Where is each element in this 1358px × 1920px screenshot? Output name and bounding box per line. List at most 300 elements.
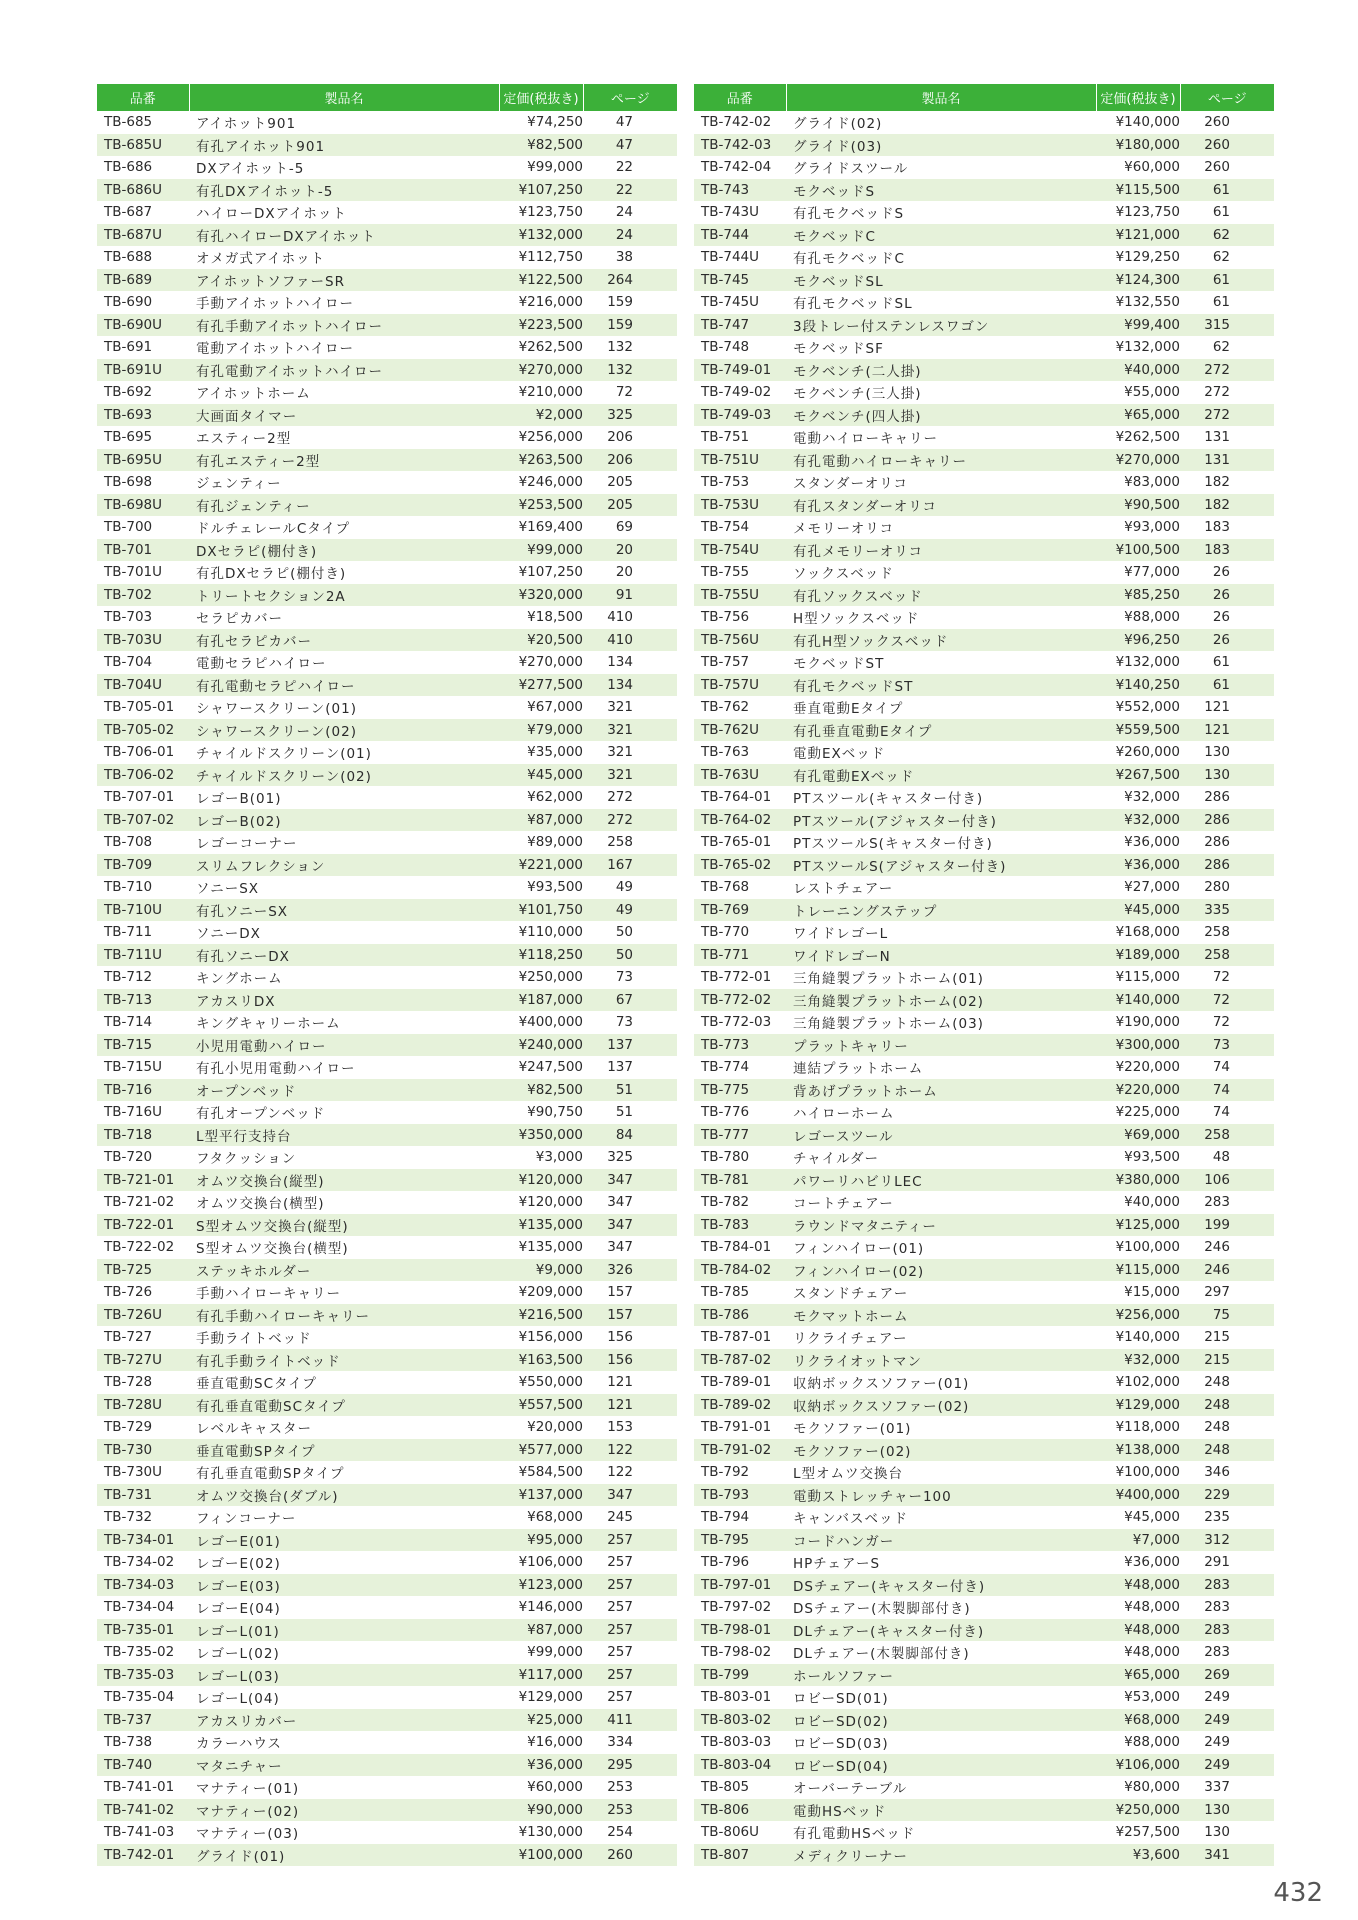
catalog-page: 20 xyxy=(583,561,677,584)
table-row xyxy=(694,1439,1274,1462)
product-price: ¥35,000 xyxy=(499,741,583,764)
catalog-page: 50 xyxy=(583,921,677,944)
table-row xyxy=(97,944,677,967)
product-name: モクソファー(01) xyxy=(786,1416,1096,1439)
product-price: ¥550,000 xyxy=(499,1371,583,1394)
product-price: ¥124,300 xyxy=(1096,269,1180,292)
catalog-page: 84 xyxy=(583,1124,677,1147)
product-code: TB-726U xyxy=(97,1304,189,1327)
product-code: TB-780 xyxy=(694,1146,786,1169)
product-price: ¥48,000 xyxy=(1096,1641,1180,1664)
table-row xyxy=(694,1754,1274,1777)
product-name: ロビーSD(02) xyxy=(786,1709,1096,1732)
table-row xyxy=(97,584,677,607)
product-name: シャワースクリーン(01) xyxy=(189,696,499,719)
table-row xyxy=(694,291,1274,314)
catalog-page: 26 xyxy=(1180,561,1274,584)
product-price: ¥132,000 xyxy=(1096,651,1180,674)
product-code: TB-792 xyxy=(694,1461,786,1484)
product-name: チャイルドスクリーン(02) xyxy=(189,764,499,787)
table-row xyxy=(694,1011,1274,1034)
product-price: ¥20,500 xyxy=(499,629,583,652)
product-code: TB-745U xyxy=(694,291,786,314)
product-code: TB-704U xyxy=(97,674,189,697)
catalog-page: 249 xyxy=(1180,1731,1274,1754)
product-code: TB-728 xyxy=(97,1371,189,1394)
product-name: フィンコーナー xyxy=(189,1506,499,1529)
catalog-page: 121 xyxy=(1180,719,1274,742)
product-name: エスティー2型 xyxy=(189,426,499,449)
table-row xyxy=(97,1326,677,1349)
catalog-page: 26 xyxy=(1180,606,1274,629)
table-row xyxy=(97,381,677,404)
table-row xyxy=(97,471,677,494)
product-name: マナティー(02) xyxy=(189,1799,499,1822)
product-price: ¥25,000 xyxy=(499,1709,583,1732)
product-code: TB-695 xyxy=(97,426,189,449)
catalog-page: 159 xyxy=(583,291,677,314)
product-name: チャイルドスクリーン(01) xyxy=(189,741,499,764)
product-code: TB-798-01 xyxy=(694,1619,786,1642)
catalog-page: 335 xyxy=(1180,899,1274,922)
product-name: PTスツールS(キャスター付き) xyxy=(786,831,1096,854)
catalog-page: 22 xyxy=(583,156,677,179)
product-name: チャイルダー xyxy=(786,1146,1096,1169)
table-row xyxy=(694,651,1274,674)
product-price: ¥277,500 xyxy=(499,674,583,697)
table-row xyxy=(694,1709,1274,1732)
product-price: ¥132,000 xyxy=(1096,336,1180,359)
product-price: ¥559,500 xyxy=(1096,719,1180,742)
product-price: ¥138,000 xyxy=(1096,1439,1180,1462)
product-name: アイホットホーム xyxy=(189,381,499,404)
catalog-page: 257 xyxy=(583,1574,677,1597)
product-code: TB-689 xyxy=(97,269,189,292)
product-price: ¥68,000 xyxy=(499,1506,583,1529)
product-name: 有孔小児用電動ハイロー xyxy=(189,1056,499,1079)
product-code: TB-795 xyxy=(694,1529,786,1552)
product-name: DXセラピ(棚付き) xyxy=(189,539,499,562)
product-price: ¥55,000 xyxy=(1096,381,1180,404)
product-price: ¥132,550 xyxy=(1096,291,1180,314)
product-price: ¥129,000 xyxy=(499,1686,583,1709)
catalog-page: 258 xyxy=(1180,944,1274,967)
product-price: ¥117,000 xyxy=(499,1664,583,1687)
product-name: フィンハイロー(01) xyxy=(786,1236,1096,1259)
catalog-page: 72 xyxy=(1180,1011,1274,1034)
catalog-page: 205 xyxy=(583,494,677,517)
product-price: ¥40,000 xyxy=(1096,1191,1180,1214)
table-row xyxy=(97,1304,677,1327)
table-row xyxy=(694,1484,1274,1507)
product-code: TB-770 xyxy=(694,921,786,944)
table-row xyxy=(694,1686,1274,1709)
catalog-page: 73 xyxy=(583,1011,677,1034)
product-code: TB-763 xyxy=(694,741,786,764)
product-price: ¥40,000 xyxy=(1096,359,1180,382)
product-name: 三角縫製プラットホーム(02) xyxy=(786,989,1096,1012)
catalog-page: 132 xyxy=(583,359,677,382)
product-name: 有孔モクベッドS xyxy=(786,201,1096,224)
product-name: レゴーE(04) xyxy=(189,1596,499,1619)
product-name: ロビーSD(03) xyxy=(786,1731,1096,1754)
table-row xyxy=(694,764,1274,787)
product-price: ¥20,000 xyxy=(499,1416,583,1439)
product-price: ¥18,500 xyxy=(499,606,583,629)
product-code: TB-711U xyxy=(97,944,189,967)
product-name: グライドスツール xyxy=(786,156,1096,179)
table-row xyxy=(694,561,1274,584)
product-price: ¥9,000 xyxy=(499,1259,583,1282)
table-row xyxy=(97,156,677,179)
catalog-page: 272 xyxy=(1180,381,1274,404)
product-code: TB-706-01 xyxy=(97,741,189,764)
catalog-page: 258 xyxy=(1180,1124,1274,1147)
product-name: 有孔ジェンティー xyxy=(189,494,499,517)
product-code: TB-757U xyxy=(694,674,786,697)
product-code: TB-764-01 xyxy=(694,786,786,809)
product-price: ¥140,000 xyxy=(1096,989,1180,1012)
product-code: TB-743 xyxy=(694,179,786,202)
product-name: レゴーB(02) xyxy=(189,809,499,832)
catalog-page: 47 xyxy=(583,111,677,134)
product-price: ¥100,000 xyxy=(1096,1236,1180,1259)
product-code: TB-705-02 xyxy=(97,719,189,742)
catalog-page: 206 xyxy=(583,449,677,472)
table-row xyxy=(694,179,1274,202)
product-price: ¥256,000 xyxy=(499,426,583,449)
product-price: ¥320,000 xyxy=(499,584,583,607)
table-row xyxy=(97,1371,677,1394)
product-code: TB-734-01 xyxy=(97,1529,189,1552)
table-row xyxy=(97,1349,677,1372)
product-price: ¥146,000 xyxy=(499,1596,583,1619)
header-page: ページ xyxy=(1180,84,1274,111)
product-price: ¥132,000 xyxy=(499,224,583,247)
table-row xyxy=(97,1236,677,1259)
catalog-page: 49 xyxy=(583,899,677,922)
product-price: ¥80,000 xyxy=(1096,1776,1180,1799)
product-code: TB-753 xyxy=(694,471,786,494)
table-row xyxy=(97,696,677,719)
table-row xyxy=(97,1506,677,1529)
product-code: TB-710U xyxy=(97,899,189,922)
product-name: スリムフレクション xyxy=(189,854,499,877)
table-row xyxy=(694,989,1274,1012)
table-row xyxy=(694,831,1274,854)
product-name: DLチェアー(木製脚部付き) xyxy=(786,1641,1096,1664)
catalog-page: 130 xyxy=(1180,764,1274,787)
table-row xyxy=(97,1281,677,1304)
product-code: TB-714 xyxy=(97,1011,189,1034)
catalog-page: 122 xyxy=(583,1439,677,1462)
product-code: TB-749-03 xyxy=(694,404,786,427)
table-row xyxy=(97,989,677,1012)
product-price: ¥101,750 xyxy=(499,899,583,922)
product-name: L型平行支持台 xyxy=(189,1124,499,1147)
table-row xyxy=(694,1124,1274,1147)
product-code: TB-690U xyxy=(97,314,189,337)
product-name: 有孔電動EXベッド xyxy=(786,764,1096,787)
product-code: TB-765-01 xyxy=(694,831,786,854)
table-row xyxy=(97,1686,677,1709)
catalog-page: 167 xyxy=(583,854,677,877)
catalog-page: 337 xyxy=(1180,1776,1274,1799)
catalog-page: 74 xyxy=(1180,1056,1274,1079)
table-row xyxy=(694,156,1274,179)
product-code: TB-707-02 xyxy=(97,809,189,832)
table-row xyxy=(694,966,1274,989)
catalog-page: 253 xyxy=(583,1776,677,1799)
product-price: ¥190,000 xyxy=(1096,1011,1180,1034)
product-name: グライド(01) xyxy=(189,1844,499,1867)
product-price: ¥350,000 xyxy=(499,1124,583,1147)
product-code: TB-748 xyxy=(694,336,786,359)
product-code: TB-772-02 xyxy=(694,989,786,1012)
table-row xyxy=(97,404,677,427)
catalog-page: 260 xyxy=(1180,111,1274,134)
table-row xyxy=(694,1214,1274,1237)
product-name: モクベッドSF xyxy=(786,336,1096,359)
product-price: ¥270,000 xyxy=(1096,449,1180,472)
table-row xyxy=(694,1236,1274,1259)
table-row xyxy=(97,1214,677,1237)
product-code: TB-797-01 xyxy=(694,1574,786,1597)
product-code: TB-711 xyxy=(97,921,189,944)
product-price: ¥82,500 xyxy=(499,134,583,157)
catalog-page: 130 xyxy=(1180,741,1274,764)
catalog-page: 280 xyxy=(1180,876,1274,899)
product-code: TB-807 xyxy=(694,1844,786,1867)
product-code: TB-703U xyxy=(97,629,189,652)
catalog-page: 347 xyxy=(583,1191,677,1214)
catalog-page: 257 xyxy=(583,1596,677,1619)
product-name: ホールソファー xyxy=(786,1664,1096,1687)
product-name: リクライチェアー xyxy=(786,1326,1096,1349)
product-name: DXアイホット-5 xyxy=(189,156,499,179)
table-row xyxy=(97,1709,677,1732)
table-row xyxy=(97,1484,677,1507)
table-row xyxy=(694,1619,1274,1642)
product-name: リクライオットマン xyxy=(786,1349,1096,1372)
catalog-page: 26 xyxy=(1180,584,1274,607)
catalog-page: 182 xyxy=(1180,494,1274,517)
product-price: ¥3,000 xyxy=(499,1146,583,1169)
product-price: ¥100,000 xyxy=(499,1844,583,1867)
product-code: TB-806 xyxy=(694,1799,786,1822)
product-price: ¥36,000 xyxy=(1096,854,1180,877)
product-name: マタニチャー xyxy=(189,1754,499,1777)
product-name: 収納ボックスソファー(01) xyxy=(786,1371,1096,1394)
product-name: 電動ハイローキャリー xyxy=(786,426,1096,449)
product-code: TB-755U xyxy=(694,584,786,607)
product-name: ソニーDX xyxy=(189,921,499,944)
table-row xyxy=(694,876,1274,899)
product-code: TB-762 xyxy=(694,696,786,719)
product-code: TB-741-01 xyxy=(97,1776,189,1799)
table-row xyxy=(97,314,677,337)
product-code: TB-744 xyxy=(694,224,786,247)
product-name: シャワースクリーン(02) xyxy=(189,719,499,742)
catalog-page: 199 xyxy=(1180,1214,1274,1237)
product-price: ¥115,500 xyxy=(1096,179,1180,202)
product-name: レストチェアー xyxy=(786,876,1096,899)
table-row xyxy=(97,1124,677,1147)
catalog-page: 341 xyxy=(1180,1844,1274,1867)
table-row xyxy=(694,1416,1274,1439)
table-row xyxy=(694,696,1274,719)
product-price: ¥135,000 xyxy=(499,1214,583,1237)
table-row xyxy=(97,674,677,697)
header-code: 品番 xyxy=(97,84,189,111)
table-row xyxy=(694,1056,1274,1079)
product-name: 有孔ソニーSX xyxy=(189,899,499,922)
catalog-page: 312 xyxy=(1180,1529,1274,1552)
table-row xyxy=(97,426,677,449)
product-code: TB-755 xyxy=(694,561,786,584)
catalog-page: 72 xyxy=(1180,989,1274,1012)
product-code: TB-687U xyxy=(97,224,189,247)
table-row xyxy=(694,381,1274,404)
catalog-page: 72 xyxy=(1180,966,1274,989)
table-row xyxy=(97,1034,677,1057)
catalog-page: 75 xyxy=(1180,1304,1274,1327)
table-row xyxy=(694,201,1274,224)
product-code: TB-735-02 xyxy=(97,1641,189,1664)
product-code: TB-749-02 xyxy=(694,381,786,404)
product-name: 収納ボックスソファー(02) xyxy=(786,1394,1096,1417)
product-name: 有孔電動ハイローキャリー xyxy=(786,449,1096,472)
table-row xyxy=(97,606,677,629)
table-row xyxy=(97,516,677,539)
product-code: TB-727U xyxy=(97,1349,189,1372)
product-price: ¥68,000 xyxy=(1096,1709,1180,1732)
product-code: TB-685 xyxy=(97,111,189,134)
table-row xyxy=(694,1101,1274,1124)
product-code: TB-709 xyxy=(97,854,189,877)
product-price: ¥36,000 xyxy=(499,1754,583,1777)
table-row xyxy=(694,1776,1274,1799)
table-row xyxy=(694,786,1274,809)
product-name: トレーニングステップ xyxy=(786,899,1096,922)
product-price: ¥99,000 xyxy=(499,539,583,562)
product-name: 有孔DXセラピ(棚付き) xyxy=(189,561,499,584)
product-name: 有孔手動ライトベッド xyxy=(189,1349,499,1372)
header-code: 品番 xyxy=(694,84,786,111)
product-name: 大画面タイマー xyxy=(189,404,499,427)
table-row xyxy=(97,561,677,584)
catalog-page: 61 xyxy=(1180,674,1274,697)
product-price: ¥270,000 xyxy=(499,651,583,674)
product-name: マナティー(03) xyxy=(189,1821,499,1844)
product-price: ¥123,750 xyxy=(499,201,583,224)
product-name: 有孔手動ハイローキャリー xyxy=(189,1304,499,1327)
product-name: レゴーL(02) xyxy=(189,1641,499,1664)
catalog-page: 183 xyxy=(1180,539,1274,562)
table-row xyxy=(97,786,677,809)
catalog-page: 69 xyxy=(583,516,677,539)
catalog-page: 257 xyxy=(583,1551,677,1574)
product-price: ¥93,500 xyxy=(499,876,583,899)
product-name: キャンバスベッド xyxy=(786,1506,1096,1529)
product-name: DLチェアー(キャスター付き) xyxy=(786,1619,1096,1642)
product-price: ¥130,000 xyxy=(499,1821,583,1844)
table-row xyxy=(694,1304,1274,1327)
product-code: TB-691U xyxy=(97,359,189,382)
product-code: TB-806U xyxy=(694,1821,786,1844)
catalog-page: 47 xyxy=(583,134,677,157)
product-code: TB-789-02 xyxy=(694,1394,786,1417)
product-price: ¥15,000 xyxy=(1096,1281,1180,1304)
product-name: 有孔電動セラピハイロー xyxy=(189,674,499,697)
table-row xyxy=(97,1551,677,1574)
product-price: ¥53,000 xyxy=(1096,1686,1180,1709)
catalog-page: 272 xyxy=(1180,359,1274,382)
catalog-page: 215 xyxy=(1180,1349,1274,1372)
product-name: フタクッション xyxy=(189,1146,499,1169)
product-name: アイホット901 xyxy=(189,111,499,134)
product-code: TB-734-02 xyxy=(97,1551,189,1574)
table-row xyxy=(694,1259,1274,1282)
product-price: ¥250,000 xyxy=(499,966,583,989)
catalog-page: 315 xyxy=(1180,314,1274,337)
table-row xyxy=(694,1596,1274,1619)
header-price: 定価(税抜き) xyxy=(499,84,583,111)
product-name: ソニーSX xyxy=(189,876,499,899)
catalog-page: 131 xyxy=(1180,449,1274,472)
product-price: ¥270,000 xyxy=(499,359,583,382)
product-name: H型ソックスベッド xyxy=(786,606,1096,629)
catalog-page: 61 xyxy=(1180,651,1274,674)
product-price: ¥240,000 xyxy=(499,1034,583,1057)
product-price: ¥129,250 xyxy=(1096,246,1180,269)
product-name: 手動アイホットハイロー xyxy=(189,291,499,314)
product-code: TB-718 xyxy=(97,1124,189,1147)
catalog-page: 248 xyxy=(1180,1394,1274,1417)
catalog-page: 248 xyxy=(1180,1439,1274,1462)
table-row xyxy=(97,246,677,269)
product-name: レゴーB(01) xyxy=(189,786,499,809)
product-price: ¥45,000 xyxy=(1096,1506,1180,1529)
product-code: TB-729 xyxy=(97,1416,189,1439)
product-code: TB-765-02 xyxy=(694,854,786,877)
catalog-page: 130 xyxy=(1180,1799,1274,1822)
table-row xyxy=(694,426,1274,449)
product-code: TB-712 xyxy=(97,966,189,989)
product-code: TB-776 xyxy=(694,1101,786,1124)
catalog-page: 24 xyxy=(583,224,677,247)
product-name: 3段トレー付ステンレスワゴン xyxy=(786,314,1096,337)
catalog-page: 258 xyxy=(1180,921,1274,944)
product-price: ¥380,000 xyxy=(1096,1169,1180,1192)
table-row xyxy=(694,1821,1274,1844)
product-price: ¥99,000 xyxy=(499,156,583,179)
product-name: 有孔H型ソックスベッド xyxy=(786,629,1096,652)
table-row xyxy=(97,269,677,292)
product-code: TB-791-01 xyxy=(694,1416,786,1439)
product-price: ¥62,000 xyxy=(499,786,583,809)
product-price: ¥36,000 xyxy=(1096,1551,1180,1574)
product-name: DSチェアー(キャスター付き) xyxy=(786,1574,1096,1597)
table-row xyxy=(97,1776,677,1799)
product-name: 有孔アイホット901 xyxy=(189,134,499,157)
product-name: メディクリーナー xyxy=(786,1844,1096,1867)
table-row xyxy=(97,1596,677,1619)
table-row xyxy=(97,921,677,944)
product-price: ¥7,000 xyxy=(1096,1529,1180,1552)
catalog-page: 246 xyxy=(1180,1236,1274,1259)
table-row xyxy=(694,719,1274,742)
